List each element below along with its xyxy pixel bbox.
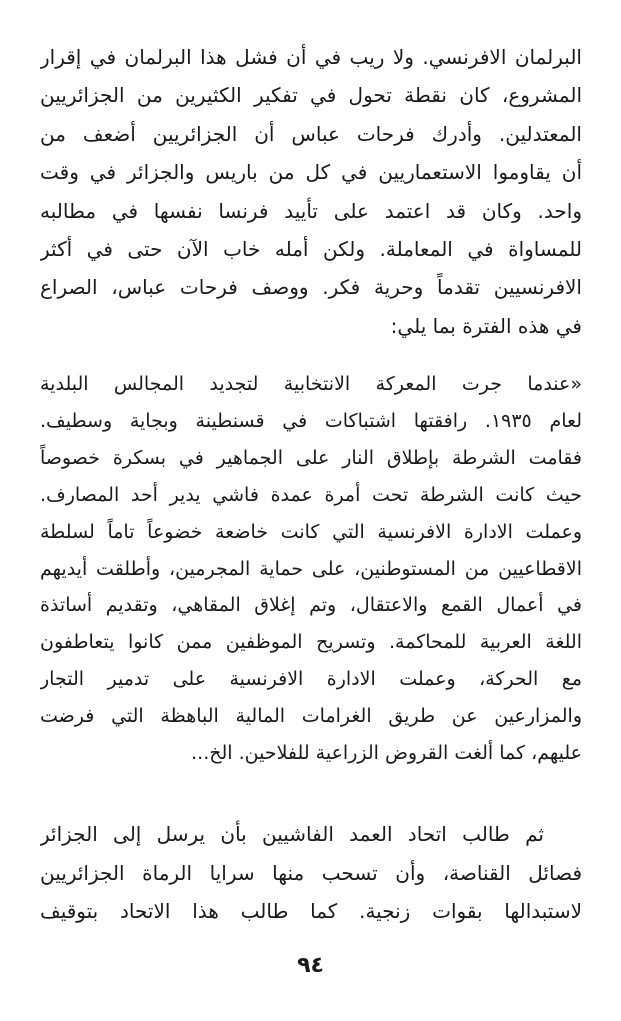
text-line: واحد. وكان قد اعتمد على تأييد فرنسا نفسها في مطالبه bbox=[40, 198, 582, 223]
page-number: ٩٤ bbox=[297, 953, 324, 978]
text-line: عليهم، كما ألغت القروض الزراعية للفلاحين. الخ... bbox=[191, 742, 582, 765]
text-line: المعتدلين. وأدرك فرحات عباس أن الجزائريين أضعف من bbox=[40, 121, 582, 146]
text-line: لعام ١٩٣٥. رافقتها اشتباكات في قسنطينة وبجاية وسطيف. bbox=[40, 409, 582, 432]
text-line: مع الحركة، وعملت الادارة الافرنسية على تدمير التجار bbox=[40, 668, 582, 691]
text-line: والمزارعين عن طريق الغرامات المالية الباهظة التي فرضت bbox=[40, 705, 582, 728]
text-line: لاستبدالها بقوات زنجية. كما طالب هذا الاتحاد بتوقيف bbox=[40, 899, 582, 923]
text-line: «عندما جرت المعركة الانتخابية لتجديد المجالس البلدية bbox=[40, 373, 582, 395]
text-line: أن يقاوموا الاستعماريين في كل من باريس والجزائر في وقت bbox=[40, 160, 582, 185]
text-line: حيث كانت الشرطة تحت أمرة عمدة فاشي يدير أحد المصارف. bbox=[40, 483, 582, 506]
quote-paragraph bbox=[40, 366, 582, 772]
text-line: في هذه الفترة بما يلي: bbox=[390, 313, 582, 338]
text-line: الافرنسيين تقدماً وحرية فكر. ووصف فرحات عباس، الصراع bbox=[40, 275, 582, 300]
paragraph-3 bbox=[40, 815, 582, 931]
text-line: البرلمان الافرنسي. ولا ريب في أن فشل هذا البرلمان في إقرار bbox=[40, 45, 582, 69]
text-line: للمساواة في المعاملة. ولكن أمله خاب الآن حتى في أكثر bbox=[40, 237, 582, 262]
text-line: المشروع، كان نقطة تحول في تفكير الكثيرين من الجزائريين bbox=[40, 83, 582, 108]
text-line: فصائل القناصة، وأن تسحب منها سرايا الرماة الجزائريين bbox=[40, 860, 582, 885]
text-line: في أعمال القمع والاعتقال، وتم إغلاق المقاهي، وتقديم أساتذة bbox=[40, 594, 582, 617]
text-line: ثم طالب اتحاد العمد الفاشيين بأن يرسل إلى الجزائر bbox=[40, 822, 544, 846]
text-line: فقامت الشرطة بإطلاق النار على الجماهير في بسكرة خصوصاً bbox=[40, 446, 582, 469]
text-line: اللغة العربية للمحاكمة. وتسريح الموظفين ممن كانوا يتعاطفون bbox=[40, 631, 582, 654]
text-line: وعملت الادارة الافرنسية التي كانت خاضعة خضوعاً تاماً لسلطة bbox=[40, 520, 582, 543]
text-line: الاقطاعيين من المستوطنين، على حماية المجرمين، وأطلقت أيديهم bbox=[40, 557, 582, 580]
paragraph-1 bbox=[40, 38, 582, 345]
